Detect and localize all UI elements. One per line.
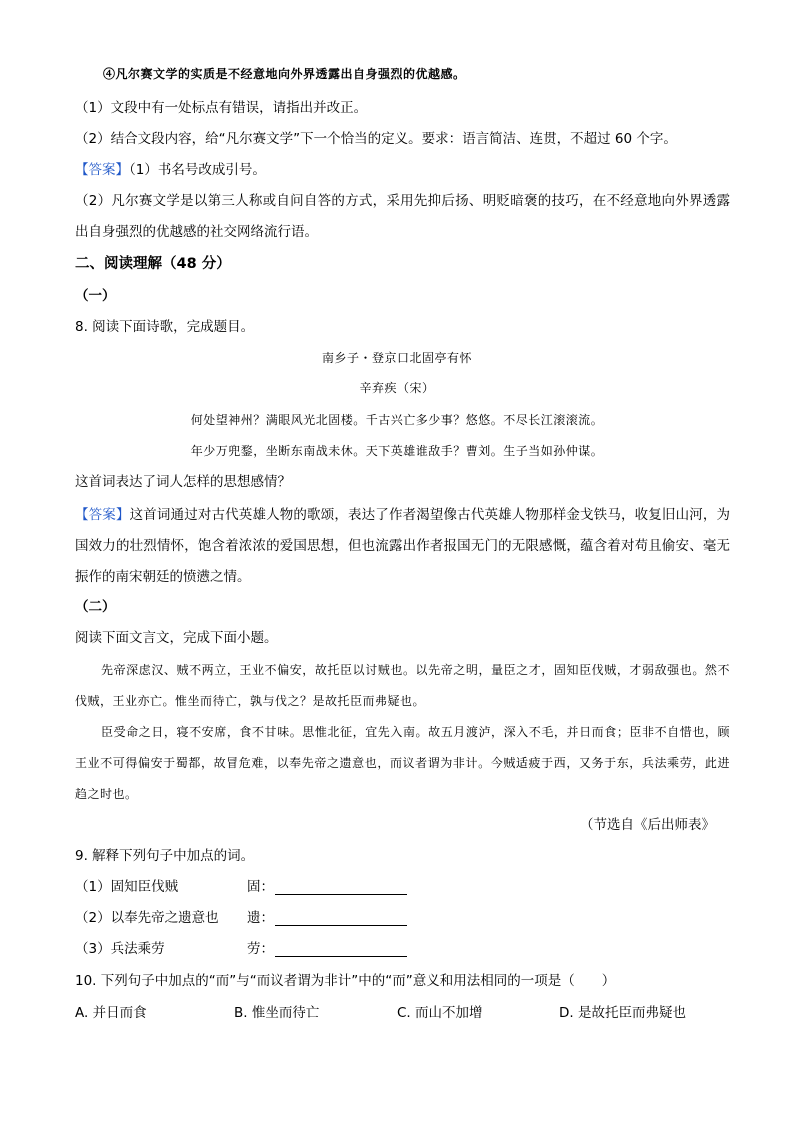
reading-intro: 阅读下面文言文，完成下面小题。 [75, 630, 278, 646]
answer-8: 【答案】这首词通过对古代英雄人物的歌颂，表达了作者渴望像古代英雄人物那样金戈铁马，收复旧山河，为国效力的壮烈情怀，饱含着浓浓的爱国思想，但也流露出作者报国无门的无限感慨，蕴含着对苟且偷安、毫无振作的南宋朝廷的愤懑之情。 [75, 507, 731, 585]
question-7-1: （1）文段中有一处标点有错误，请指出并改正。 [75, 100, 368, 116]
source-citation: （节选自《后出师表》 [580, 817, 715, 833]
answer-label: 【答案】 [75, 162, 129, 178]
answer-blank-1[interactable] [275, 894, 407, 895]
answer-label: 【答案】 [75, 507, 130, 523]
poem-line-1: 何处望神州？满眼风光北固楼。千古兴亡多少事？悠悠。不尽长江滚滚流。 [190, 413, 604, 427]
part-1-heading: （一） [75, 288, 116, 304]
answer-blank-2[interactable] [275, 925, 407, 926]
section-heading-reading: 二、阅读理解（48 分） [75, 256, 231, 272]
poem-title: 南乡子・登京口北固亭有怀 [321, 351, 472, 365]
poem-line-2: 年少万兜鍪，坐断东南战未休。天下英雄谁敌手？曹刘。生子当如孙仲谋。 [190, 444, 604, 458]
poem-author: 辛弃疾（宋） [359, 381, 435, 395]
option-d[interactable]: D. 是故托臣而弗疑也 [559, 1005, 686, 1021]
question-7-2: （2）结合文段内容，给“凡尔赛文学”下一个恰当的定义。要求：语言简洁、连贯，不超过 60 个字。 [75, 131, 677, 147]
option-a[interactable]: A. 并日而食 [75, 1005, 147, 1021]
q9-item-1-label: 固： [247, 879, 274, 895]
q9-item-2-label: 遗： [247, 910, 274, 926]
question-8-prompt: 这首词表达了词人怎样的思想感情？ [75, 474, 291, 490]
question-8: 8. 阅读下面诗歌，完成题目。 [75, 319, 255, 335]
option-c[interactable]: C. 而山不加增 [397, 1005, 483, 1021]
part-2-heading: （二） [75, 599, 116, 615]
passage-paragraph-2: 臣受命之日，寝不安席，食不甘味。思惟北征，宜先入南。故五月渡泸，深入不毛，并日而食；臣非不自惜也，顾王业不可得偏安于蜀都，故冒危难，以奉先帝之遗意也，而议者谓为非计。今贼适疲于西，又务于东，兵法乘劳，此进趋之时也。 [75, 725, 730, 801]
q9-item-1-sentence: （1）固知臣伐贼 [75, 879, 179, 895]
answer-7-2: （2）凡尔赛文学是以第三人称或自问自答的方式，采用先抑后扬、明贬暗褒的技巧，在不经意地向外界透露出自身强烈的优越感的社交网络流行语。 [75, 193, 730, 240]
question-9: 9. 解释下列句子中加点的词。 [75, 848, 255, 864]
question-10: 10. 下列句子中加点的“而”与“而议者谓为非计”中的“而”意义和用法相同的一项是（ ） [75, 973, 616, 989]
answer-blank-3[interactable] [275, 956, 407, 957]
statement-4: ④凡尔赛文学的实质是不经意地向外界透露出自身强烈的优越感。 [103, 67, 466, 81]
answer-7-1: 【答案】（1）书名号改成引号。 [75, 162, 266, 178]
passage-paragraph-1: 先帝深虑汉、贼不两立，王业不偏安，故托臣以讨贼也。以先帝之明，量臣之才，固知臣伐贼，才弱敌强也。然不伐贼，王业亦亡。惟坐而待亡，孰与伐之？是故托臣而弗疑也。 [75, 663, 730, 708]
q9-item-3-label: 劳： [247, 941, 274, 957]
q9-item-2-sentence: （2）以奉先帝之遗意也 [75, 910, 219, 926]
option-b[interactable]: B. 惟坐而待亡 [234, 1005, 320, 1021]
q9-item-3-sentence: （3）兵法乘劳 [75, 941, 165, 957]
